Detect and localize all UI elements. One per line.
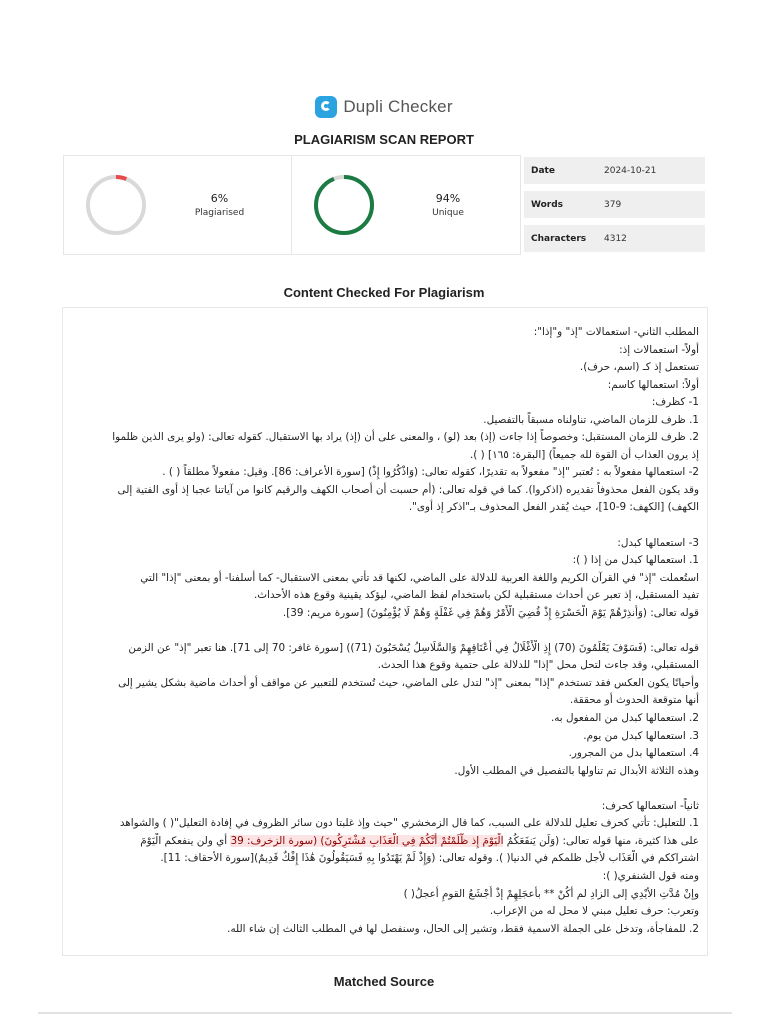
content-line [69, 675, 699, 693]
content-line [69, 780, 699, 798]
dupli-checker-logo-icon [315, 96, 337, 118]
content-text: 2. للمفاجأة، وتدخل على الجملة الاسمية فقط، وتشير إلى الحال، وسنفصل لها في المطلب الثالث إن شاء الله. [227, 922, 699, 935]
content-text: استُعملت "إذ" في القرآن الكريم واللغة العربية للدلالة على الماضي، لكنها قد تأتي بمعنى الاستقبال- كما أسلفنا- أو بمعنى "إذا" التي [140, 571, 699, 584]
plagiarised-donut [84, 173, 148, 237]
content-text: تفيد المستقبل، إذ تعبر عن أحداث مستقبلية لكن باستخدام لفظ الماضي، ليؤكد يقينية وقوع هذه الأحداث. [253, 589, 699, 602]
content-line [69, 377, 699, 395]
content-line [69, 745, 699, 763]
content-text: ثانياً- استعمالها كحرف: [601, 799, 699, 812]
content-checked-heading: Content Checked For Plagiarism [283, 285, 485, 300]
plagiarised-value: 6% [210, 192, 229, 205]
content-line [69, 412, 699, 430]
content-text: 3. استعمالها كبدل من يوم. [583, 729, 699, 742]
content-line [69, 640, 699, 658]
logo-text: Dupli Checker [343, 97, 453, 116]
content-text: أي ولن ينفعكم الْيَوْمَ [140, 834, 231, 847]
content-line [69, 342, 699, 360]
plagiarised-stat [64, 156, 292, 254]
content-text: وأحيانًا يكون العكس فقد تستخدم "إذا" بمعنى "إذ" لتدل على الماضي، حيث تُستخدم للتعبير عن مواقف أو أحداث ماضية بشكل يشير إلى [118, 676, 699, 689]
meta-value: 2024-10-21 [604, 165, 657, 176]
content-text: الكهف) [الكهف: 9-10]، حيث يُقدر الفعل المحذوف بـ"اذكر إذ أوى". [408, 501, 699, 514]
content-text: وتعرب: حرف تعليل مبني لا محل له من الإعراب. [489, 905, 699, 918]
content-line [69, 535, 699, 553]
meta-row-words [524, 191, 705, 218]
meta-key: Characters [531, 233, 587, 244]
content-line [69, 833, 699, 851]
content-text: إذ يرون العذاب أن القوة لله جميعاً) [البقرة: ١٦٥] ( ). [469, 448, 699, 461]
content-line [69, 605, 699, 623]
content-line [69, 868, 699, 886]
content-line [69, 429, 699, 447]
content-text: 3- استعمالها كبدل: [617, 536, 699, 549]
plagiarised-text [148, 192, 291, 218]
content-line [69, 903, 699, 921]
meta-row-date [524, 157, 705, 184]
content-text: على هذا كثيرة، منها قوله تعالى: (وَلَن يَنفَعَكُمُ [503, 834, 699, 847]
content-text: 2. ظرف للزمان المستقبل: وخصوصاً إذا جاءت (إذ) بعد (لو) ، والمعنى على أن (إذ) يراد بها الاستقبال. كقوله تعالى: (ولو يرى الذين ظلموا [112, 431, 699, 444]
content-line [69, 482, 699, 500]
content-text: 2. استعمالها كبدل من المفعول به. [550, 712, 699, 725]
unique-text [376, 192, 520, 218]
plagiarised-label: Plagiarised [194, 208, 245, 218]
content-line [69, 394, 699, 412]
content-text: وهذه الثلاثة الأبدال تم تناولها بالتفصيل في المطلب الأول. [454, 764, 699, 777]
content-text: وقد يكون الفعل محذوفاً تقديره (اذكروا). كما في قوله تعالى: (أم حسبت أن أصحاب الكهف والرقيم كانوا من آياتنا عجبا إذ أوى الفتية إلى [117, 483, 699, 496]
content-line [69, 359, 699, 377]
content-line [69, 657, 699, 675]
content-line [69, 447, 699, 465]
content-text: قوله تعالى: (وَأَنذِرْهُمْ يَوْمَ الْحَسْرَةِ إِذْ قُضِيَ الْأَمْرُ وَهُمْ فِي غَفْلَةٍ وَهُمْ لَا يُؤْمِنُونَ) [سورة مريم: 39]. [282, 606, 699, 619]
matched-highlight: الْيَوْمَ إِذ ظَّلَمْتُمْ أَنَّكُمْ فِي الْعَذَابِ مُشْتَرِكُونَ) (سورة الزخرف: 39 [230, 834, 504, 847]
content-line [69, 587, 699, 605]
content-text: قوله تعالى: (فَسَوْفَ يَعْلَمُونَ (70) إِذِ الْأَغْلَالُ فِي أَعْنَاقِهِمْ وَالسَّلَاسِلُ يُسْحَبُونَ (71)) [سورة غافر: 70 إلى 71]. هنا تعبر "إذ" عن الزمن [128, 641, 699, 654]
content-line [69, 815, 699, 833]
content-line [69, 763, 699, 781]
content-text: 1. استعمالها كبدل من إذا ( ): [572, 554, 699, 567]
content-line [69, 710, 699, 728]
unique-stat [292, 156, 520, 254]
content-line [69, 850, 699, 868]
content-text: اشتراككم في الْعَذَاب لأجل ظلمكم في الدنيا( ). وقوله تعالى: (وَإِذْ لَمْ يَهْتَدُوا بِهِ فَسَيَقُولُونَ هَٰذَا إِفْكٌ قَدِيمٌ)[سورة الأحقاف: 11]. [160, 852, 699, 865]
content-text: المطلب الثاني- استعمالات "إذ" و"إذا": [533, 326, 699, 338]
content-line [69, 517, 699, 535]
content-box [62, 307, 708, 956]
bottom-divider [38, 1012, 732, 1014]
unique-value: 94% [435, 192, 461, 205]
content-line [69, 464, 699, 482]
content-line [69, 622, 699, 640]
content-text: وإنْ مُدَّتِ الأيْدِي إلى الزادِ لم أكُنْ ** بأعجَلِهِمْ إذْ أَجْشَعُ القومِ أعجلُ( ) [403, 887, 699, 900]
content-line [69, 728, 699, 746]
report-title: PLAGIARISM SCAN REPORT [294, 132, 474, 147]
stats-box [63, 155, 521, 255]
content-text: ومنه قول الشنفري( ): [602, 869, 699, 882]
content-line [69, 886, 699, 904]
content-text: المستقبلي، وقد جاءت لتحل محل "إذا" للدلالة على حتمية وقوع هذا الحدث. [377, 659, 699, 672]
content-text: 1. ظرف للزمان الماضي، تناولناه مسبقاً بالتفصيل. [483, 413, 699, 426]
content-text: أولاً- استعمالات إذ: [619, 343, 699, 356]
content-text: 1. للتعليل: تأتي كحرف تعليل للدلالة على السبب، كما قال الزمخشري "حيث وإذ غلبتا دون سائر الظروف في إفادة التعليل"( ) والشواهد [119, 817, 699, 830]
content-text: أولاً: استعمالها كاسم: [607, 378, 699, 391]
content-text: أنها متوقعة الحدوث أو محققة. [569, 694, 699, 707]
meta-row-characters [524, 225, 705, 252]
unique-label: Unique [432, 208, 464, 218]
logo [0, 96, 768, 118]
content-line [69, 324, 699, 342]
content-line [69, 552, 699, 570]
unique-donut-arc [316, 177, 372, 233]
content-line [69, 692, 699, 710]
meta-key: Words [531, 199, 564, 210]
meta-value: 379 [604, 199, 622, 210]
content-text: 1- كظرف: [651, 396, 699, 409]
plagiarised-donut-track [88, 177, 144, 233]
content-text: تستعمل إذ كـ (اسم، حرف). [579, 361, 699, 374]
content-text: 2- استعمالها مفعولاً به : تُعتبر "إذ" مفعولاً به تقديرًا، كقوله تعالى: (وَاذْكُرُوا إِذْ) [سورة الأعراف: 86]. وقيل: مفعولاً مطلقاً ( ) . [162, 466, 699, 479]
unique-donut [312, 173, 376, 237]
content-line [69, 921, 699, 939]
matched-source-heading: Matched Source [333, 974, 435, 989]
content-line [69, 570, 699, 588]
meta-value: 4312 [604, 233, 627, 244]
meta-table [524, 157, 705, 259]
meta-key: Date [531, 165, 555, 176]
content-line [69, 499, 699, 517]
content-text: 4. استعمالها بدل من المجرور. [568, 747, 699, 760]
content-line [69, 798, 699, 816]
